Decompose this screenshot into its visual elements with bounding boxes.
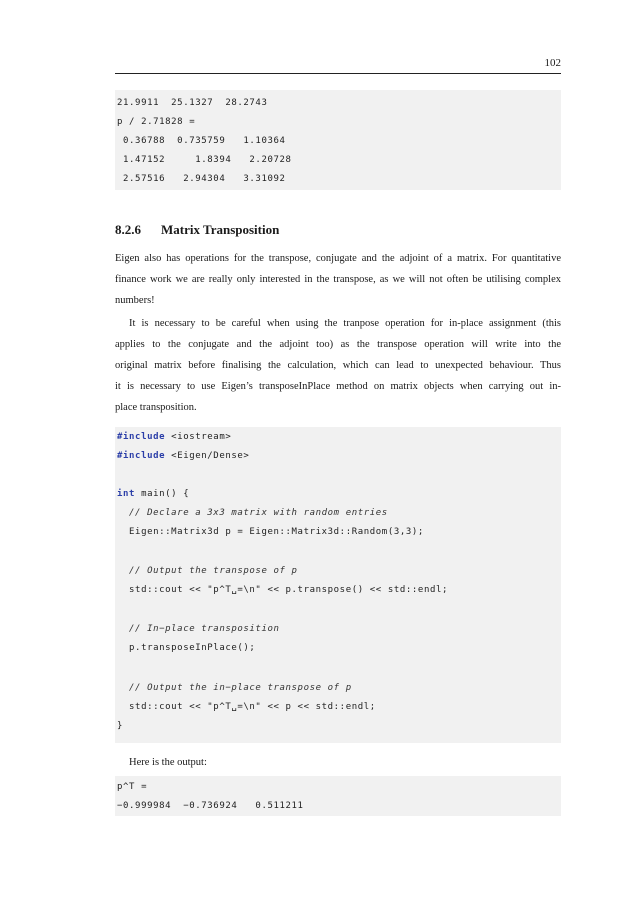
output-line: 21.9911 25.1327 28.2743: [117, 98, 268, 108]
output-line: 0.36788 0.735759 1.10364: [117, 136, 286, 146]
code-line: std::cout << "p^T␣=\n" << p.transpose() << std::endl;: [117, 585, 449, 595]
paragraph: [115, 313, 561, 418]
paragraph-line: finance work we are really only interested in the transpose, as we will not often be utilising complex: [115, 274, 561, 285]
code-comment: // Declare a 3x3 matrix with random entries: [117, 508, 388, 518]
code-text: main() {: [135, 489, 190, 499]
output-intro: [115, 752, 561, 773]
header-rule: [115, 73, 561, 74]
section-title: Matrix Transposition: [161, 222, 280, 237]
output-line: p^T =: [117, 782, 148, 792]
output-line: 2.57516 2.94304 3.31092: [117, 174, 286, 184]
paragraph-line: Here is the output:: [129, 757, 207, 768]
paragraph-line: it is necessary to use Eigen’s transposeInPlace method on matrix objects when carrying out in-: [115, 381, 561, 392]
code-comment: // Output the transpose of p: [117, 566, 298, 576]
section-number: 8.2.6: [115, 222, 141, 237]
paragraph-line: place transposition.: [115, 402, 197, 413]
output-line: 1.47152 1.8394 2.20728: [117, 155, 292, 165]
code-line: }: [117, 721, 124, 731]
code-line: Eigen::Matrix3d p = Eigen::Matrix3d::Random(3,3);: [117, 527, 424, 537]
code-comment: // Output the in−place transpose of p: [117, 683, 352, 693]
code-line: p.transposeInPlace();: [117, 643, 256, 653]
code-comment: // In−place transposition: [117, 624, 280, 634]
paragraph-line: original matrix before finalising the calculation, which can lead to unexpected behaviour. Thus: [115, 360, 561, 371]
output-block: [115, 90, 561, 190]
paragraph-line: Eigen also has operations for the transpose, conjugate and the adjoint of a matrix. For quantitative: [115, 253, 561, 264]
code-keyword: int: [117, 489, 136, 499]
paragraph-line: It is necessary to be careful when using the tranpose operation for in-place assignment (this: [129, 318, 561, 329]
code-line: [117, 489, 189, 499]
output-line: −0.999984 −0.736924 0.511211: [117, 801, 304, 811]
code-line: [117, 451, 249, 461]
paragraph-line: numbers!: [115, 295, 155, 306]
page-number: 102: [544, 57, 561, 69]
code-keyword: #include: [117, 432, 166, 442]
code-text: <Eigen/Dense>: [165, 451, 250, 461]
code-line: [117, 432, 231, 442]
output-block: [115, 776, 561, 816]
paragraph: [115, 248, 561, 311]
code-keyword: #include: [117, 451, 166, 461]
code-line: std::cout << "p^T␣=\n" << p << std::endl;: [117, 702, 376, 712]
section-heading: [115, 222, 279, 238]
output-line: p / 2.71828 =: [117, 117, 196, 127]
paragraph-line: applies to the conjugate and the adjoint too) as the transpose operation will write into the: [115, 339, 561, 350]
code-listing: [115, 427, 561, 743]
code-text: <iostream>: [165, 432, 232, 442]
